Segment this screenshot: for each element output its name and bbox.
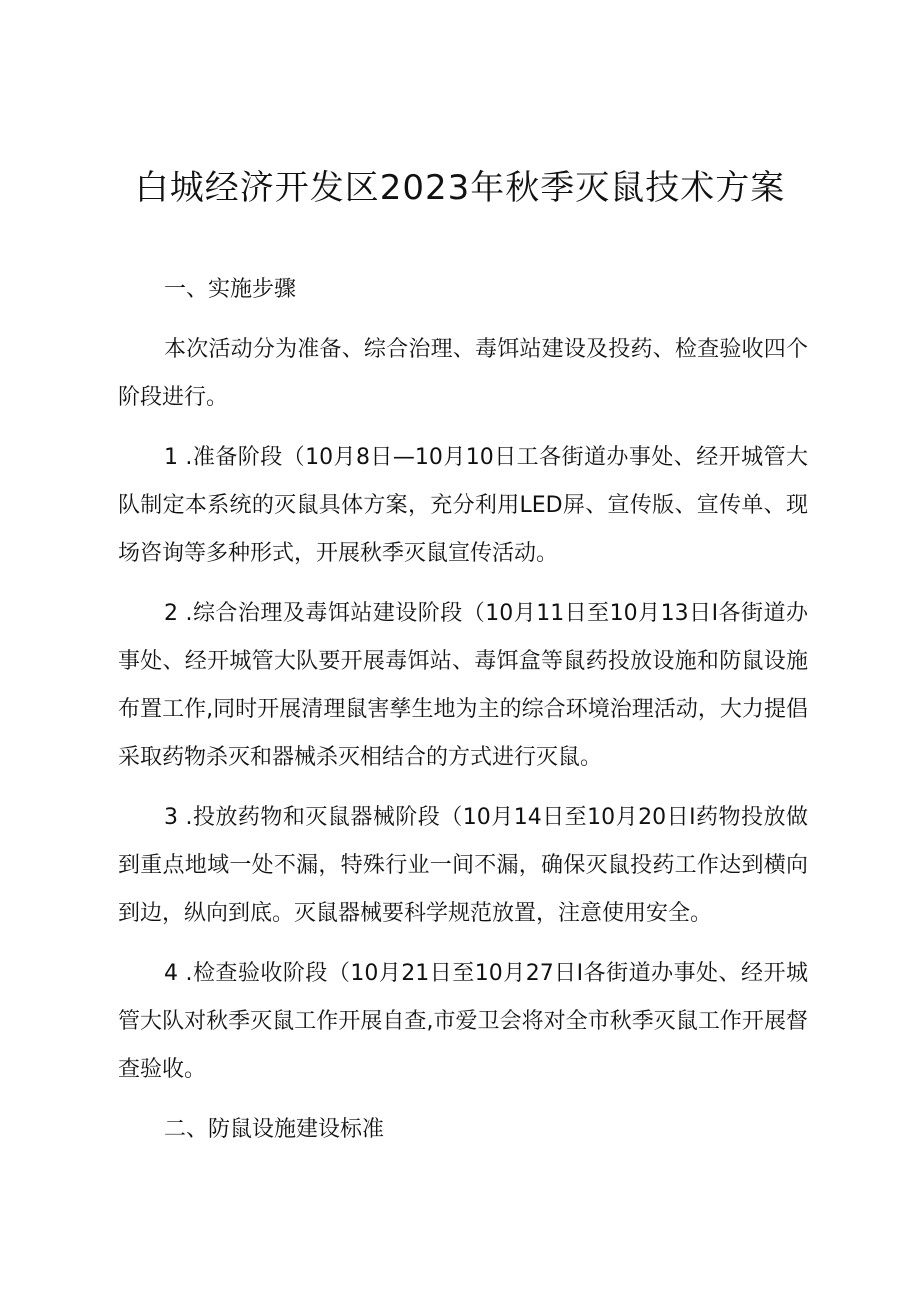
- document-title: 白城经济开发区2023年秋季灭鼠技术方案: [134, 168, 786, 208]
- step-2-paragraph: 2 .综合治理及毒饵站建设阶段（10月11日至10月13日I各街道办事处、经开城管大队要开展毒饵站、毒饵盒等鼠药投放设施和防鼠设施布置工作,同时开展清理鼠害孳生地为主的综合环境治理活动，大力提倡采取药物杀灭和器械杀灭相结合的方式进行灭鼠。: [118, 601, 808, 770]
- section-heading-rodent-proof-standards: 二、防鼠设施建设标准: [164, 1117, 385, 1142]
- step-1-paragraph: 1 .准备阶段（10月8日—10月10日工各街道办事处、经开城管大队制定本系统的灭鼠具体方案，充分利用LED屏、宣传版、宣传单、现场咨询等多种形式，开展秋季灭鼠宣传活动。: [118, 445, 808, 566]
- document-body: [118, 266, 808, 1166]
- intro-paragraph: 本次活动分为准备、综合治理、毒饵站建设及投药、检查验收四个阶段进行。: [118, 337, 808, 410]
- step-4-paragraph: 4 .检查验收阶段（10月21日至10月27日I各街道办事处、经开城管大队对秋季灭鼠工作开展自查,市爱卫会将对全市秋季灭鼠工作开展督查验收。: [118, 961, 808, 1082]
- section-heading-implementation-steps: 一、实施步骤: [164, 277, 297, 302]
- step-3-paragraph: 3 .投放药物和灭鼠器械阶段（10月14日至10月20日I药物投放做到重点地域一处不漏，特殊行业一间不漏，确保灭鼠投药工作达到横向到边，纵向到底。灭鼠器械要科学规范放置，注意使用安全。: [118, 805, 808, 926]
